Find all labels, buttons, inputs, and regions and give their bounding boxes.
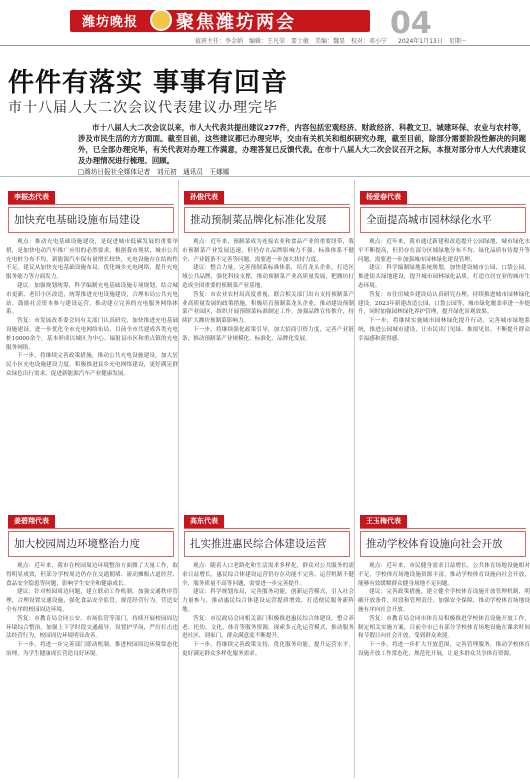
article-paragraph: 答复：市农业农村局高度重视，联合相关部门出台支持预制菜产业高质量发展的政策措施，积极培育预制菜龙头企业，推动建设预制菜产业园区，组织开展预制菜标准制定工作，加强品牌宣传推介，持续扩大潍坊预制菜影响力。 (182, 291, 354, 325)
article-headline: 加快充电基础设施布局建设 (8, 207, 174, 233)
article-body (182, 238, 354, 510)
article-paragraph: 观点：近年来，我市在校园周边环境整治方面做了大量工作，取得明显成效，但部分学校周边仍存在交通拥堵、流动摊贩占道经营、食品安全隐患等问题，影响学生安全和健康成长。 (6, 563, 178, 587)
article-paragraph: 答复：市发展改革委会同有关部门认真研究，加快推进充电基础设施建设，进一步优化全市充电网络布局，目前全市共建成各类充电桩10000余个，基本形成以城区为中心、辐射县市区和重点镇的充电服务网络。 (6, 318, 178, 351)
page-title: 件件有落实 事事有回音 (8, 68, 289, 98)
delegate-tag: 孙俊代表 (184, 191, 224, 204)
column-divider (178, 180, 179, 778)
header-divider (0, 45, 530, 46)
masthead (0, 0, 530, 58)
column-divider (354, 180, 355, 778)
byline: □潍坊日报社全媒体记者 刘元初 通讯员 王娜娜 (78, 168, 230, 176)
delegate-tag: 李振杰代表 (8, 191, 55, 204)
article-paragraph: 建议：完善政策措施，建立健全学校体育设施开放管理机制，明确开放条件、时段和管理责任，加强安全保障，推动学校体育场地设施有序向社会开放。 (358, 589, 530, 613)
section-title: 聚焦潍坊两会 (176, 12, 296, 33)
article-body (6, 562, 178, 778)
article-paragraph: 建议：科学编制绿地系统规划，加快建设城市公园、口袋公园，推进街头绿地建设，提升城市园林绿化品质，打造宜居宜业的城市生态环境。 (358, 265, 530, 289)
section-divider (0, 176, 530, 177)
article-paragraph: 下一步，将继续完善政策支持，优化服务功能，提升运营水平，更好满足群众多样化服务需求。 (182, 642, 354, 657)
article-body (358, 562, 530, 778)
article-headline: 推动预制菜品牌化标准化发展 (184, 207, 350, 233)
article-paragraph: 建议：加强规划统筹，科学编制充电基础设施专项规划，结合城市更新、老旧小区改造，统筹推进充电设施建设，合理布局公共充电站。鼓励社会资本参与建设运营，推动建立完善的充电服务网络体系。 (6, 282, 178, 316)
article-paragraph: 观点：随着人口老龄化和生活需求多样化，群众对公共服务的需求日益增长，惠民综合体建设运营仍存在功能不完善、运营机制不健全、服务质量不高等问题，需要进一步完善提升。 (182, 563, 354, 587)
article-headline: 加大校园周边环境整治力度 (8, 531, 174, 557)
article-paragraph: 观点：推动充电基础设施建设，是促进城市低碳发展的重要举措，是加快电动汽车推广应用的必然要求。根据我市现状，城市公共充电桩分布不均，新能源汽车保有量增长较快，充电设施存在结构性不足。建议从加快充电基础设施布局、优化城乡充电网络、提升充电服务能力等方面发力。 (6, 239, 178, 281)
article-paragraph: 建议：科学规划布局，完善服务功能，创新运营模式，引入社会力量参与，推动惠民综合体建设运营提质增效，打造便民服务新阵地。 (182, 589, 354, 613)
article-body (182, 562, 354, 778)
tag-rule (184, 204, 350, 205)
page-number: 04 (390, 6, 432, 41)
delegate-tag: 杨爱春代表 (360, 191, 407, 204)
tag-rule (8, 204, 174, 205)
article-paragraph: 建议：整合力量，完善预制菜标准体系，培育龙头企业，打造区域公共品牌，强化科技支撑，推动预制菜产业高质量发展，把潍坊打造成全国重要的预制菜产业基地。 (182, 265, 354, 289)
article-headline: 全面提高城市园林绿化水平 (360, 207, 526, 233)
brand-logo: 潍坊晚报 (82, 15, 139, 30)
article-headline: 扎实推进惠民综合体建设运营 (184, 531, 350, 557)
article-paragraph: 下一步，将进一步完善部门联动机制，推进校园周边环境常态化治理，为学生健康成长营造良好环境。 (6, 642, 178, 657)
article-paragraph: 观点：近年来，预制菜成为连接农业和食品产业的重要纽带，我市预制菜产业发展迅速，但仍存在品牌影响力不强、标准体系不健全、产业链条不完善等问题，需要进一步加大扶持力度。 (182, 239, 354, 263)
article-paragraph: 答复：市民政局会同相关部门积极推进惠民综合体建设，整合养老、托幼、文化、体育等服务资源，探索多元化运营模式，推动服务进社区、到家门，群众满意度不断提升。 (182, 615, 354, 640)
article-paragraph: 下一步，将继续实施城市园林绿化提升行动，完善城市绿地系统，推进公园城市建设，让市民出门见绿、推窗见景，不断提升群众幸福感和获得感。 (358, 318, 530, 342)
lead-paragraph: 市十八届人大二次会议以来，市人大代表共提出建议277件，内容包括宏观经济、财政经济、科教文卫、城建环保、农业与农村等，涉及市民生活的方方面面。截至目前，这些建议都已办理完毕，交由有关机关和组织研究办理，截至目前，除部分需要阶段性解决的问题外，已全部办理完毕，有关代表对办理工作满意，办理答复已反馈代表。在市十八届人大二次会议召开之际，本报对部分市人大代表建议及办理情况进行梳理、回顾。 (78, 123, 526, 165)
issue-date: 2024年1月13日 星期一 (398, 38, 467, 45)
emblem-icon (150, 9, 172, 31)
article-paragraph: 下一步，将继续强化政策引导，加大招商引资力度，完善产业链条，推动预制菜产业规模化、标准化、品牌化发展。 (182, 326, 354, 342)
article-paragraph: 答复：市教育局会同市体育局积极推进学校体育设施开放工作，制定相关实施方案，目前全市已有部分学校体育场地设施在课余时间和节假日向社会开放，受到群众欢迎。 (358, 615, 530, 640)
delegate-tag: 姜碧翔代表 (8, 515, 55, 528)
delegate-tag: 高东代表 (184, 515, 224, 528)
page-subtitle: 市十八届人大二次会议代表建议办理完毕 (8, 100, 278, 116)
article-paragraph: 答复：市住房城乡建设局认真研究办理，持续推进城市园林绿化建设，2023年新建改造公园、口袋公园等，城市绿化覆盖率进一步提升，同时加强园林绿化养护管理，提升绿化景观效果。 (358, 291, 530, 316)
article-headline: 推动学校体育设施向社会开放 (360, 531, 526, 557)
article-paragraph: 观点：近年来，我市通过新建和改造提升公园绿地，城市绿化水平不断提高，但仍存在部分区域绿地分布不均、绿化品质有待提升等问题，需要进一步加强城市园林绿化建设管理。 (358, 239, 530, 263)
article-body (6, 238, 178, 510)
article-body (358, 238, 530, 510)
article-paragraph: 下一步，将继续完善政策措施，推动公共充电设施建设，加大居民小区充电设施建设力度，积极推进县乡充电网络建设，更好满足群众绿色出行需求，促进新能源汽车产业健康发展。 (6, 353, 178, 377)
article-paragraph: 观点：近年来，市民健身需求日益增长，公共体育场地设施相对不足，学校体育场地设施资源丰富，推动学校体育设施向社会开放，能够有效缓解群众健身场地不足问题。 (358, 563, 530, 587)
tag-rule (184, 528, 350, 529)
article-paragraph: 建议：针对校园周边问题，建立联动工作机制，加强交通秩序管理，合理设置交通设施，强化食品安全监管，规范经营行为，营造安全有序的校园周边环境。 (6, 589, 178, 613)
tag-rule (360, 204, 526, 205)
tag-rule (360, 528, 526, 529)
article-paragraph: 下一步，将进一步扩大开放范围，完善管理服务，推动学校体育设施开放工作常态化、规范化开展，让更多群众共享体育资源。 (358, 642, 530, 657)
editor-credits: 值班主任：李金娟 编辑：王凡荣 要士敏 美编：魏显 校对：邓小宁 (195, 38, 388, 45)
delegate-tag: 王玉梅代表 (360, 515, 407, 528)
tag-rule (8, 528, 174, 529)
article-paragraph: 答复：市教育局会同公安、市场监管等部门，持续开展校园周边环境综合整治，加强上下学时段交通疏导，设置护学岗，严厉打击违法经营行为，校园周边环境明显改善。 (6, 615, 178, 640)
